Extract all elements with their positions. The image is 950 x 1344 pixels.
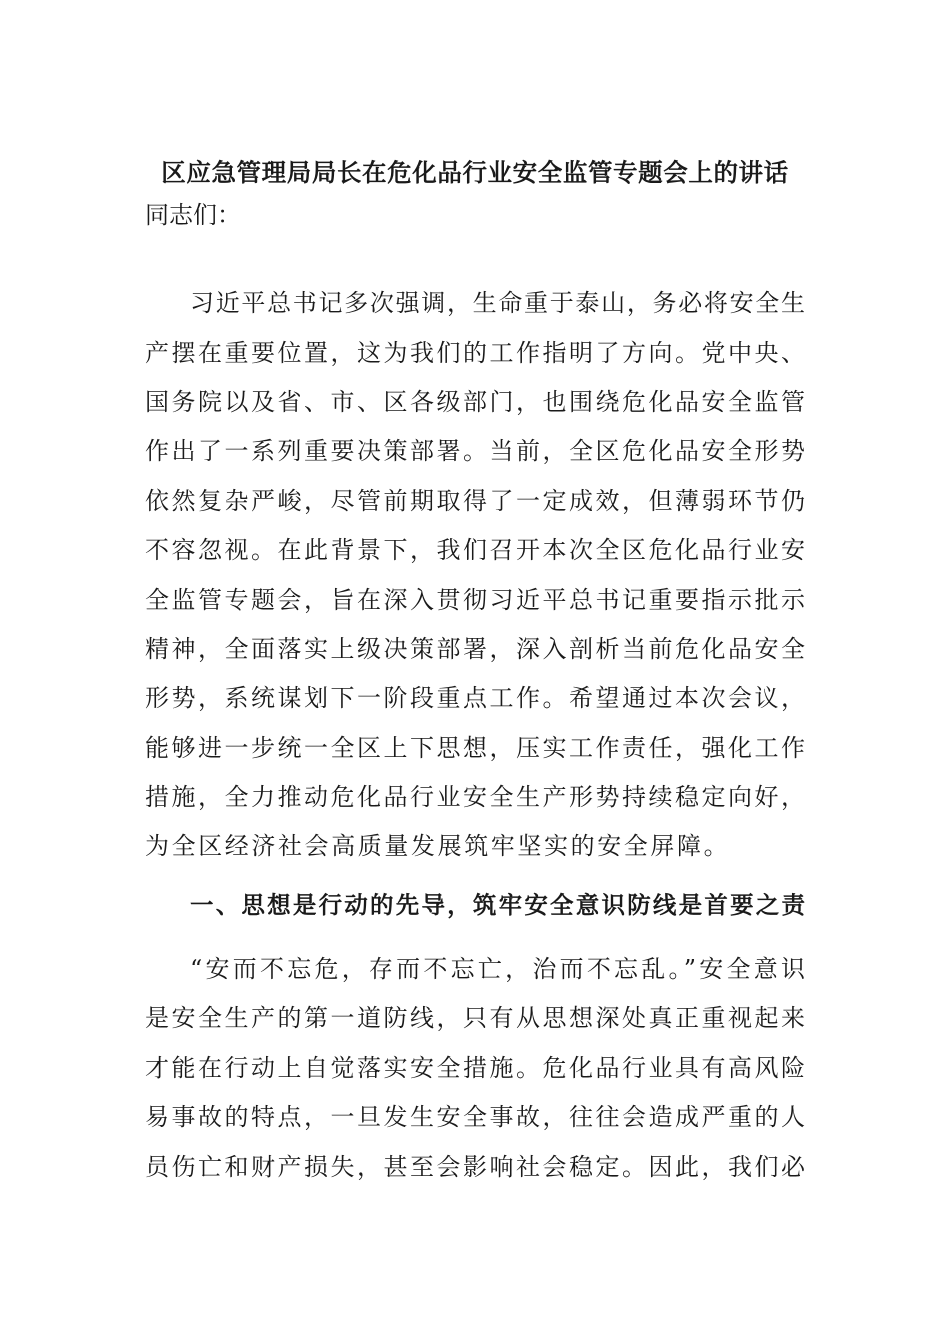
paragraph-line: 作出了一系列重要决策部署。当前，全区危化品安全形势 [145,437,805,465]
paragraph-line: 国务院以及省、市、区各级部门，也围绕危化品安全监管 [145,388,805,416]
paragraph-line: “安而不忘危，存而不忘亡，治而不忘乱。”安全意识 [190,955,805,983]
salutation: 同志们： [145,201,241,229]
paragraph-line: 易事故的特点，一旦发生安全事故，往往会造成严重的人 [145,1103,805,1131]
paragraph-line: 员伤亡和财产损失，甚至会影响社会稳定。因此，我们必 [145,1153,805,1181]
section-heading-1: 一、思想是行动的先导，筑牢安全意识防线是首要之责 [190,891,805,919]
paragraph-line: 全监管专题会，旨在深入贯彻习近平总书记重要指示批示 [145,586,805,614]
paragraph-line: 不容忽视。在此背景下，我们召开本次全区危化品行业安 [145,536,805,564]
paragraph-line: 是安全生产的第一道防线，只有从思想深处真正重视起来 [145,1004,805,1032]
paragraph-line: 才能在行动上自觉落实安全措施。危化品行业具有高风险 [145,1054,805,1082]
paragraph-line: 依然复杂严峻，尽管前期取得了一定成效，但薄弱环节仍 [145,487,805,515]
paragraph-line: 习近平总书记多次强调，生命重于泰山，务必将安全生 [190,289,805,317]
paragraph-line: 精神，全面落实上级决策部署，深入剖析当前危化品安全 [145,635,805,663]
paragraph-line: 措施，全力推动危化品行业安全生产形势持续稳定向好， [145,783,805,811]
paragraph-line: 形势，系统谋划下一阶段重点工作。希望通过本次会议， [145,684,805,712]
paragraph-line: 能够进一步统一全区上下思想，压实工作责任，强化工作 [145,734,805,762]
paragraph-line: 产摆在重要位置，这为我们的工作指明了方向。党中央、 [145,339,805,367]
document-title: 区应急管理局局长在危化品行业安全监管专题会上的讲话 [161,158,789,187]
paragraph-line: 为全区经济社会高质量发展筑牢坚实的安全屏障。 [145,832,731,860]
